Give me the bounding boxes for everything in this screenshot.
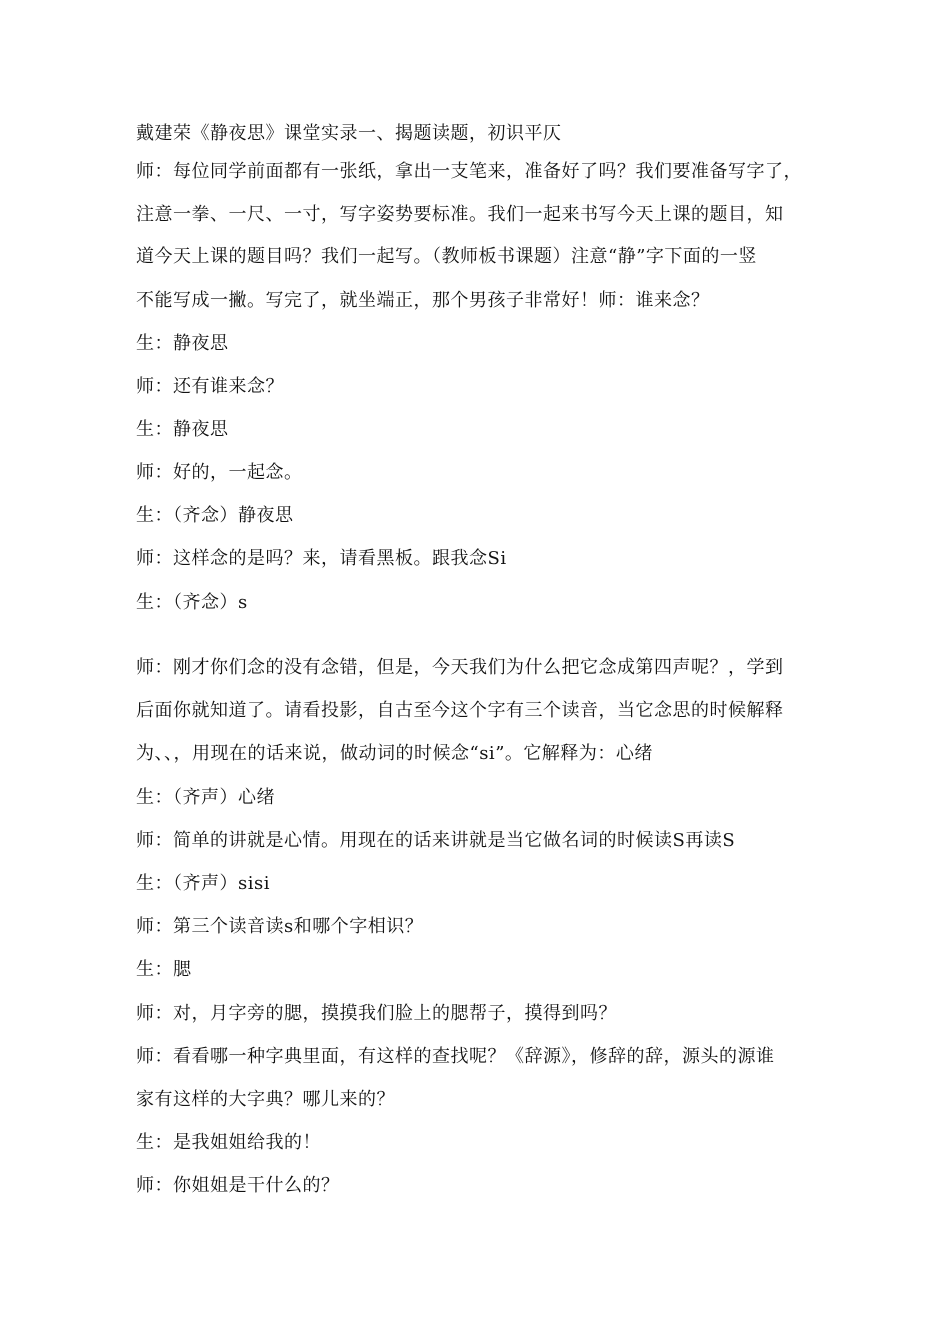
text-line: 师：你姐姐是干什么的？ [136, 1175, 340, 1196]
text-line: 生：是我姐姐给我的！ [136, 1132, 321, 1153]
text-line: 师：看看哪一种字典里面，有这样的查找呢？《辞源》，修辞的辞，源头的源谁 [136, 1046, 775, 1067]
text-line: 生：（齐念）s [136, 592, 248, 613]
text-line: 生：静夜思 [136, 333, 229, 354]
text-line: 师：每位同学前面都有一张纸，拿出一支笔来，准备好了吗？我们要准备写字了， [136, 161, 802, 182]
text-line: 生：静夜思 [136, 419, 229, 440]
text-line: 道今天上课的题目吗？我们一起写。（教师板书课题）注意“静”字下面的一竖 [136, 246, 757, 267]
text-line: 师：刚才你们念的没有念错，但是，今天我们为什么把它念成第四声呢？，学到 [136, 657, 784, 678]
text-line: 后面你就知道了。请看投影，自古至今这个字有三个读音，当它念思的时候解释 [136, 700, 784, 721]
text-line: 家有这样的大字典？哪儿来的？ [136, 1089, 395, 1110]
text-line: 生：腮 [136, 959, 192, 980]
text-line: 师：简单的讲就是心情。用现在的话来讲就是当它做名词的时候读S再读S [136, 830, 736, 851]
text-line: 师：这样念的是吗？来，请看黑板。跟我念Si [136, 548, 507, 569]
text-line: 生：（齐声）心绪 [136, 787, 275, 808]
text-line: 生：（齐念）静夜思 [136, 505, 294, 526]
text-line: 生：（齐声）sisi [136, 873, 270, 894]
text-line: 师：第三个读音读s和哪个字相识？ [136, 916, 424, 937]
text-line: 师：还有谁来念？ [136, 376, 284, 397]
text-line: 不能写成一撇。写完了，就坐端正，那个男孩子非常好！师：谁来念？ [136, 290, 710, 311]
text-line: 师：对，月字旁的腮，摸摸我们脸上的腮帮子，摸得到吗？ [136, 1003, 617, 1024]
text-line: 注意一拳、一尺、一寸，写字姿势要标准。我们一起来书写今天上课的题目，知 [136, 204, 784, 225]
text-line: 师：好的，一起念。 [136, 462, 303, 483]
text-line: 为、、，用现在的话来说，做动词的时候念“si”。它解释为：心绪 [136, 743, 653, 764]
document-title: 戴建荣《静夜思》课堂实录一、揭题读题，初识平仄 [136, 123, 562, 144]
